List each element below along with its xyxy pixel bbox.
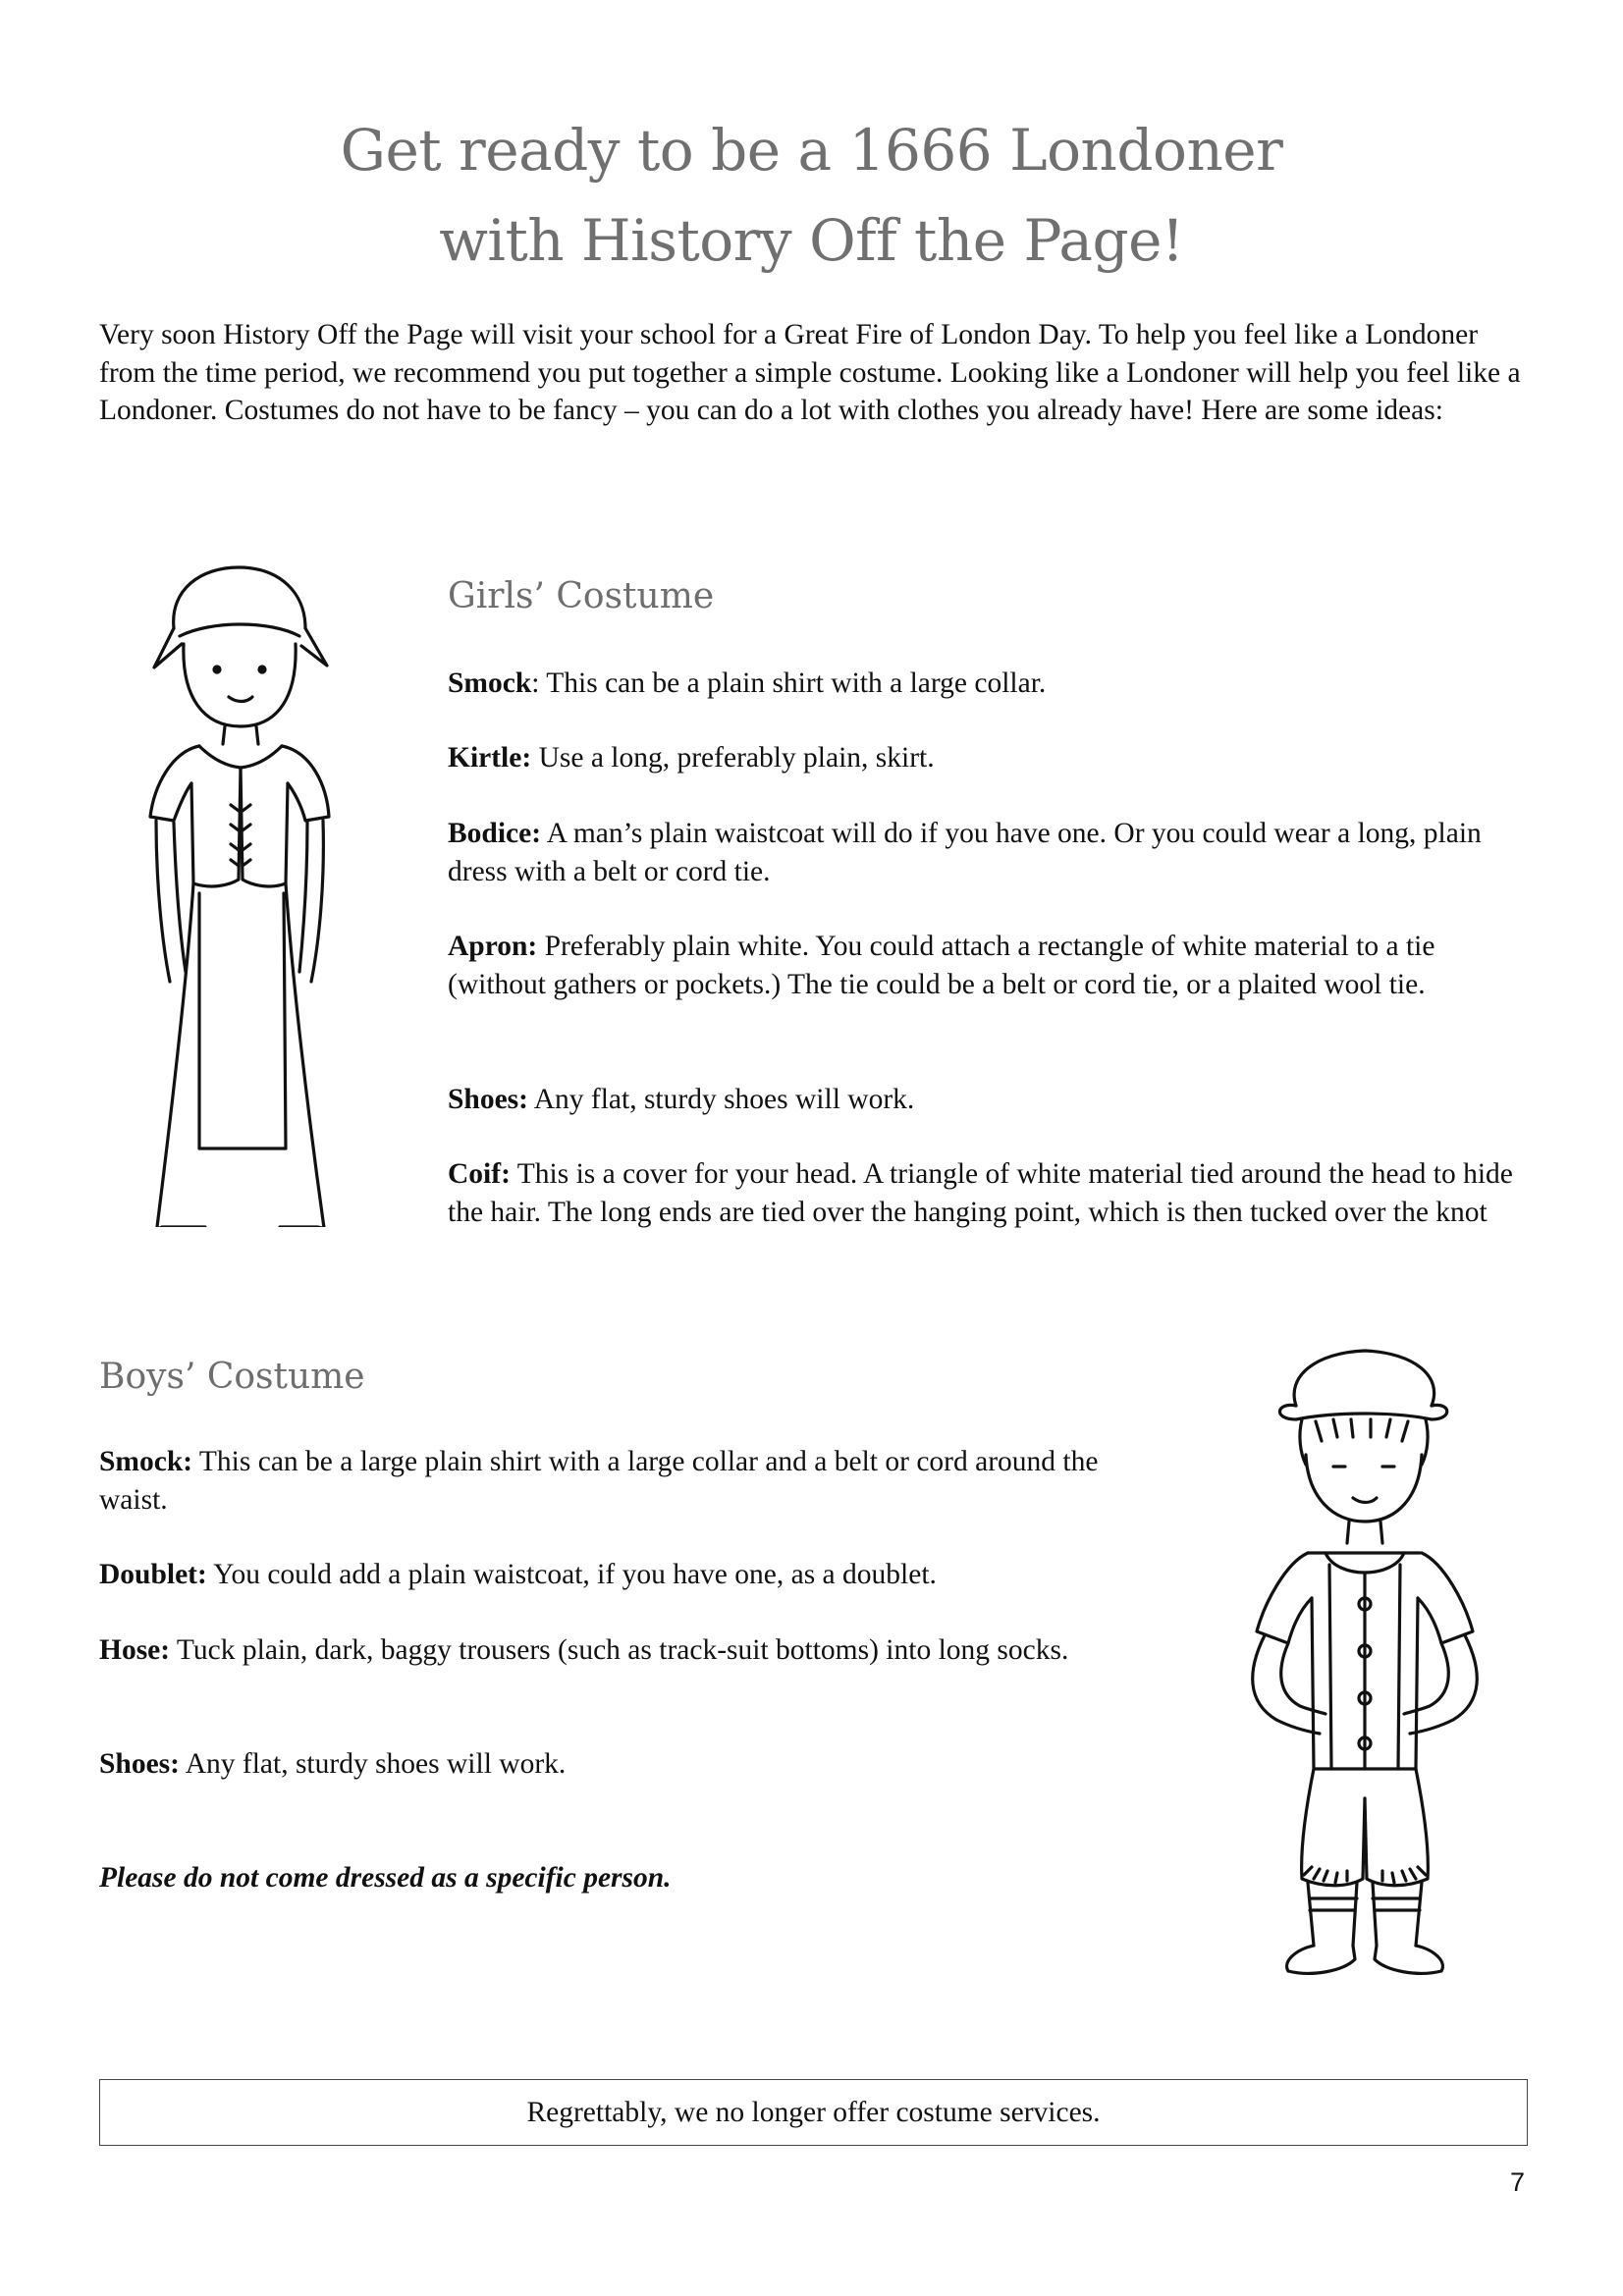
notice-text: Regrettably, we no longer offer costume services. [526, 2096, 1101, 2128]
item-label: Hose: [99, 1634, 171, 1666]
item-text: : This can be a plain shirt with a large collar. [531, 667, 1047, 699]
boy-costume-illustration [1217, 1337, 1512, 1985]
boys-item-shoes [99, 1745, 1140, 1784]
item-label: Shoes: [99, 1748, 180, 1780]
girl-costume-illustration [133, 560, 363, 1227]
page-number: 7 [1510, 2167, 1526, 2197]
item-label: Doublet: [99, 1559, 207, 1590]
costume-services-notice [99, 2079, 1528, 2146]
item-text: Tuck plain, dark, baggy trousers (such as track-suit bottoms) into long socks. [170, 1634, 1069, 1666]
page-title-line-1: Get ready to be a 1666 Londoner [340, 117, 1283, 184]
item-label: Bodice: [448, 818, 542, 849]
boys-item-smock [99, 1443, 1140, 1519]
item-label: Shoes: [448, 1084, 528, 1115]
item-text: Any flat, sturdy shoes will work. [527, 1084, 915, 1115]
item-label: Kirtle: [448, 742, 532, 774]
page-title-line-2: with History Off the Page! [439, 207, 1184, 274]
item-label: Smock: [99, 1446, 193, 1477]
item-label: Apron: [448, 931, 538, 962]
boys-note: Please do not come dressed as a specific person. [99, 1862, 672, 1894]
girls-costume-heading: Girls’ Costume [448, 576, 715, 616]
girls-item-coif [448, 1155, 1533, 1231]
item-text: You could add a plain waistcoat, if you have one, as a doublet. [206, 1559, 937, 1590]
item-text: Use a long, preferably plain, skirt. [531, 742, 935, 774]
girls-item-kirtle [448, 739, 1533, 777]
item-text: Preferably plain white. You could attach a rectangle of white material to a tie (without gathers or pockets.) The tie could be a belt or cord tie, or a plaited wool tie. [448, 931, 1435, 1000]
item-text: This is a cover for your head. A triangle of white material tied around the head to hide the hair. The long ends are tied over the hanging point, which is then tucked over the knot [448, 1158, 1513, 1228]
boys-item-doublet [99, 1556, 1140, 1594]
item-label: Smock [448, 667, 532, 699]
girls-item-bodice [448, 815, 1533, 890]
girls-item-shoes [448, 1081, 1533, 1119]
boys-costume-heading: Boys’ Costume [99, 1357, 365, 1397]
item-text: A man’s plain waistcoat will do if you have one. Or you could wear a long, plain dress with a belt or cord tie. [448, 818, 1482, 887]
girls-item-apron [448, 928, 1533, 1003]
intro-paragraph: Very soon History Off the Page will visit your school for a Great Fire of London Day. To help you feel like a Londoner from the time period, we recommend you put together a simple costume. Looking like a Londoner will help you feel like a Londoner. Costumes do not have to be fancy – you can do a lot with clothes you already have! Here are some ideas: [99, 319, 1521, 426]
item-text: This can be a large plain shirt with a large collar and a belt or cord around the waist. [99, 1446, 1099, 1516]
item-text: Any flat, sturdy shoes will work. [179, 1748, 567, 1780]
boys-item-hose [99, 1631, 1140, 1670]
girls-item-smock [448, 665, 1533, 703]
item-label: Coif: [448, 1158, 511, 1190]
